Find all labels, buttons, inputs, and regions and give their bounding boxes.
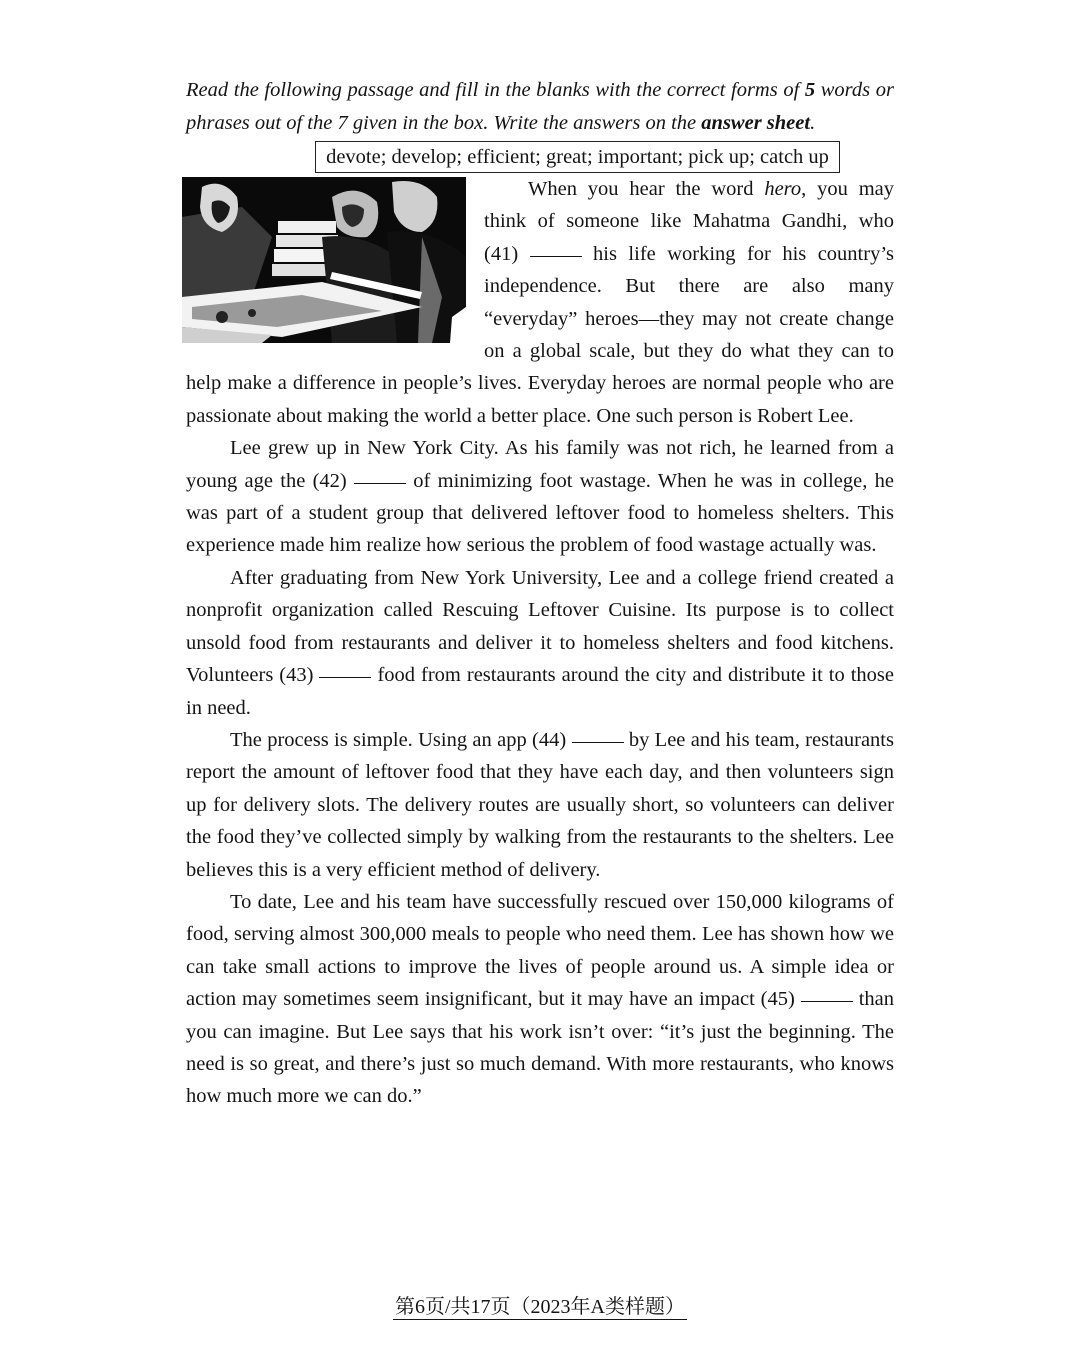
blank-42 — [354, 482, 406, 484]
instructions — [186, 74, 894, 139]
p2-text-b: of minimizing foot wastage. When he was in college, he was part of a student group that delivered leftover food to homeless shelters. This experience made him realize how serious the problem of food wastage actually was. — [186, 469, 894, 557]
word-box-row — [186, 141, 894, 173]
passage — [186, 173, 894, 1113]
instructions-text-2: words or phrases out of the 7 given in the box. Write the answers on the — [186, 79, 894, 134]
p3-text-a: After graduating from New York University, Lee and a college friend created a nonprofit organization called Rescuing Leftover Cuisine. Its purpose is to collect unsold food from restaurants and deliver it to homeless shelters and food kitchens. Volunteers (43) — [186, 566, 894, 687]
p1-text-b: , you may think of someone like Mahatma Gandhi, who (41) — [484, 178, 894, 265]
p5-text-b: than you can imagine. But Lee says that his work isn’t over: “it’s just the beginning. The need is so great, and there’s just so much demand. With more restaurants, who knows how much more we can do.” — [186, 988, 895, 1108]
instructions-text: Read the following passage and fill in the blanks with the correct forms of — [186, 79, 805, 101]
word-box: devote; develop; efficient; great; important; pick up; catch up — [315, 141, 840, 173]
p4-text-b: by Lee and his team, restaurants report the amount of leftover food that they have each day, and then volunteers sign up for delivery slots. The delivery routes are usually short, so volunteers can deliver the food they’ve collected simply by walking from the restaurants to the shelters. Lee believes this is a very efficient method of delivery. — [186, 728, 894, 881]
p1-text-a: When you hear the word — [528, 178, 765, 200]
exam-page — [186, 74, 894, 1113]
blank-43 — [319, 676, 371, 678]
volunteers-photo-illustration — [182, 177, 466, 343]
volunteers-photo — [182, 177, 466, 343]
p1-hero-word: hero — [764, 178, 802, 200]
p3-text-b: food from restaurants around the city and distribute it to those in need. — [186, 664, 894, 719]
instructions-text-3: . — [810, 111, 816, 134]
blank-44 — [572, 741, 624, 743]
paragraph-3 — [186, 562, 894, 724]
instructions-answer-sheet: answer sheet — [701, 111, 811, 134]
paragraph-2 — [186, 432, 894, 562]
page-footer — [0, 1290, 1080, 1319]
blank-41 — [530, 255, 582, 257]
blank-45 — [801, 1000, 853, 1002]
instructions-count: 5 — [804, 79, 816, 101]
p4-text-a: The process is simple. Using an app (44) — [230, 728, 572, 751]
paragraph-4 — [186, 724, 894, 886]
p2-text-a: Lee grew up in New York City. As his family was not rich, he learned from a young age the (42) — [186, 437, 894, 492]
paragraph-5 — [186, 886, 894, 1113]
page-number: 第6页/共17页（2023年A类样题） — [395, 1296, 685, 1318]
p5-text-a: To date, Lee and his team have successfully rescued over 150,000 kilograms of food, serving almost 300,000 meals to people who need them. Lee has shown how we can take small actions to improve the lives of people around us. A simple idea or action may sometimes seem insignificant, but it may have an impact (45) — [186, 890, 894, 1011]
p1-text-c: his life working for his country’s independence. But there are also many “everyday” heroes—they may not create change on a global scale, but they do what they can to help make a difference in people’s lives. Everyday heroes are normal people who are passionate about making the world a better place. One such person is Robert Lee. — [186, 242, 894, 427]
